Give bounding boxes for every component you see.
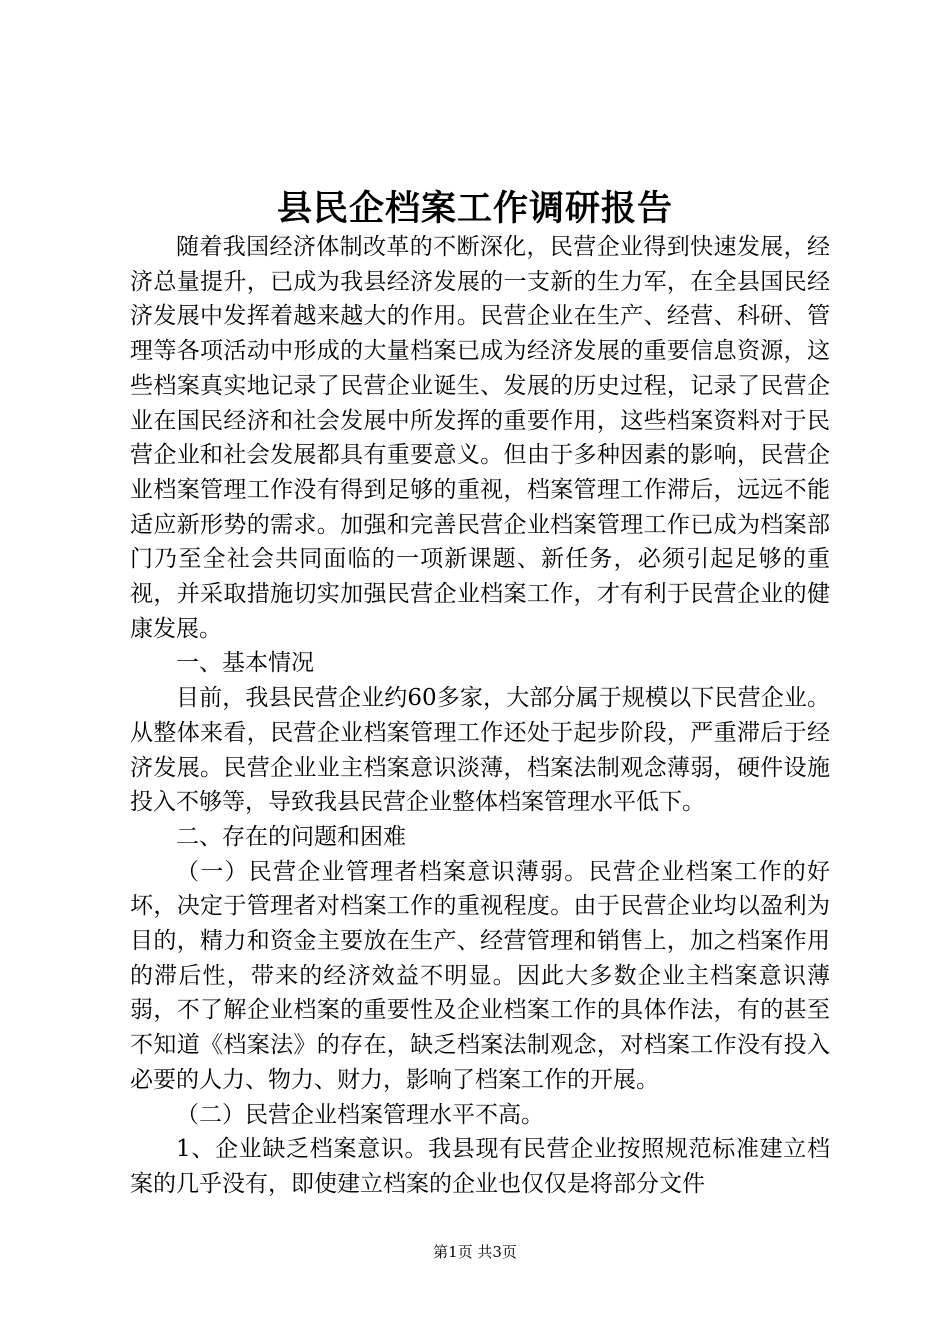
document-title: 县民企档案工作调研报告 xyxy=(276,189,673,229)
problem-two-item-one-paragraph: 1、企业缺乏档案意识。我县现有民营企业按照规范标准建立档案的几乎没有，即使建立档案的企业也仅仅是将部分文件 xyxy=(130,1136,830,1197)
section-heading-problems: 二、存在的问题和困难 xyxy=(176,823,406,850)
section-heading-basic-situation: 一、基本情况 xyxy=(176,650,314,677)
page-footer: 第1页 共3页 xyxy=(433,1243,517,1261)
document-body xyxy=(130,230,830,1202)
problem-two-heading: （二）民营企业档案管理水平不高。 xyxy=(176,1101,544,1128)
problem-one-paragraph: （一）民营企业管理者档案意识薄弱。民营企业档案工作的好坏，决定于管理者对档案工作的重视程度。由于民营企业均以盈利为目的，精力和资金主要放在生产、经营管理和销售上，加之档案作用的滞后性，带来的经济效益不明显。因此大多数企业主档案意识薄弱，不了解企业档案的重要性及企业档案工作的具体作法，有的甚至不知道《档案法》的存在，缺乏档案法制观念，对档案工作没有投入必要的人力、物力、财力，影响了档案工作的开展。 xyxy=(130,858,830,1093)
intro-paragraph: 随着我国经济体制改革的不断深化，民营企业得到快速发展，经济总量提升，已成为我县经济发展的一支新的生力军，在全县国民经济发展中发挥着越来越大的作用。民营企业在生产、经营、科研、管理等各项活动中形成的大量档案已成为经济发展的重要信息资源，这些档案真实地记录了民营企业诞生、发展的历史过程，记录了民营企业在国民经济和社会发展中所发挥的重要作用，这些档案资料对于民营企业和社会发展都具有重要意义。但由于多种因素的影响，民营企业档案管理工作没有得到足够的重视，档案管理工作滞后，远远不能适应新形势的需求。加强和完善民营企业档案管理工作已成为档案部门乃至全社会共同面临的一项新课题、新任务，必须引起足够的重视，并采取措施切实加强民营企业档案工作，才有利于民营企业的健康发展。 xyxy=(130,234,830,642)
basic-situation-paragraph: 目前，我县民营企业约60多家，大部分属于规模以下民营企业。从整体来看，民营企业档案管理工作还处于起步阶段，严重滞后于经济发展。民营企业业主档案意识淡薄，档案法制观念薄弱，硬件设施投入不够等，导致我县民营企业整体档案管理水平低下。 xyxy=(130,685,830,816)
